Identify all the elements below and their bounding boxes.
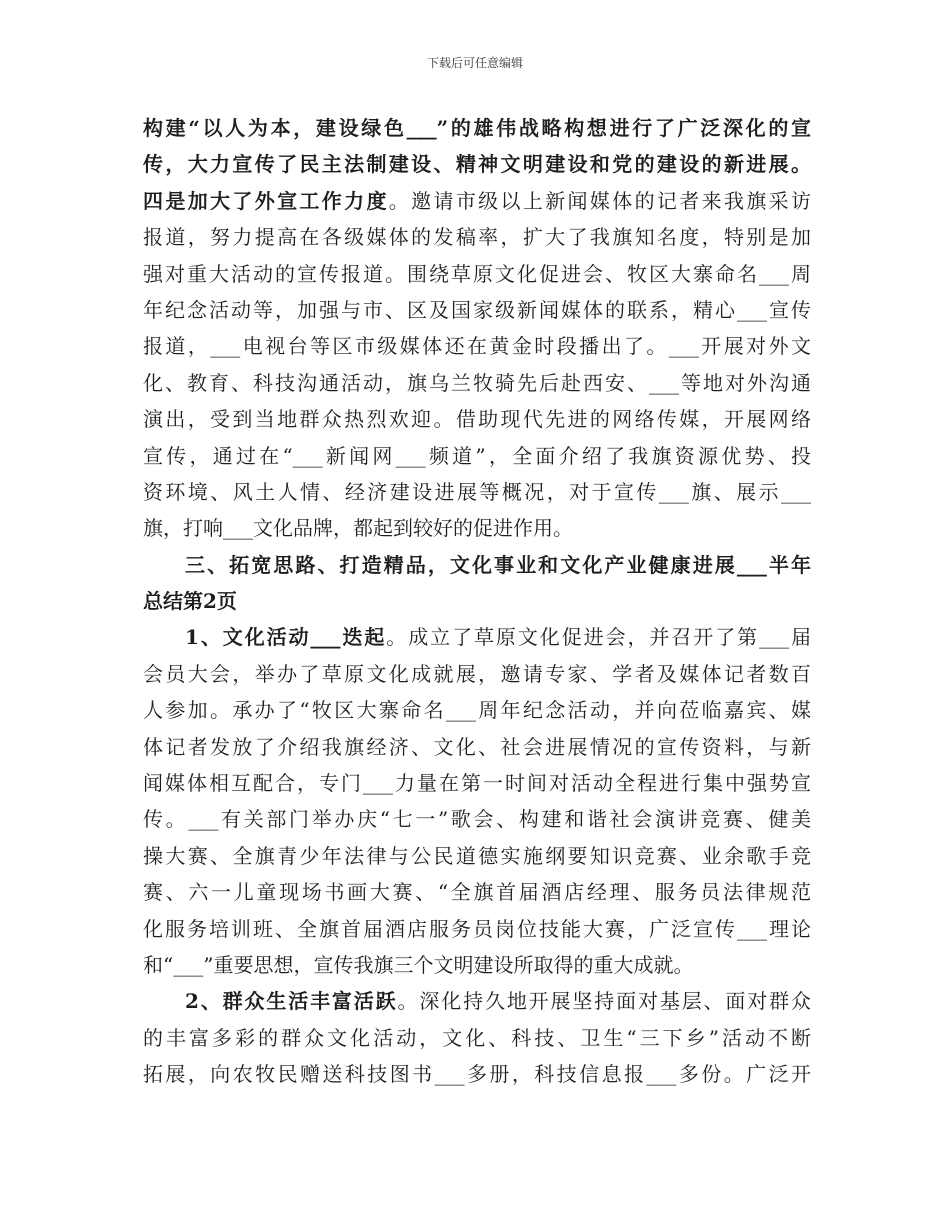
text-line (143, 983, 811, 1019)
text-run: 。成立了草原文化促进会，并召开了第___届 (386, 625, 811, 650)
text-run: 。邀请市级以上新闻媒体的记者来我旗采访 (388, 188, 811, 213)
paragraph-lead: 2、群众生活丰富活跃 (185, 989, 398, 1014)
text-line: 传，大力宣传了民主法制建设、精神文明建设和党的建设的新进展。 (143, 152, 811, 177)
paragraph-lead: 四是加大了外宣工作力度 (143, 188, 389, 213)
text-line: 化、教育、科技沟通活动，旗乌兰牧骑先后赴西安、___等地对外沟通 (143, 370, 811, 395)
section-heading (143, 547, 811, 620)
text-line: 演出，受到当地群众热烈欢迎。借助现代先进的网络传媒，开展网络 (143, 407, 811, 432)
text-run: 。深化持久地开展坚持面对基层、面对群众 (397, 989, 811, 1014)
text-line: 操大赛、全旗青少年法律与公民道德实施纲要知识竞赛、业余歌手竞 (143, 843, 811, 868)
text-line: 赛、六一儿童现场书画大赛、“全旗首届酒店经理、服务员法律规范 (143, 880, 811, 905)
text-line: 会员大会，举办了草原文化成就展，邀请专家、学者及媒体记者数百 (143, 661, 811, 686)
text-line: 人参加。承办了“牧区大寨命名___周年纪念活动，并向莅临嘉宾、媒 (143, 698, 811, 723)
text-line: 旗，打响___文化品牌，都起到较好的促进作用。 (143, 516, 573, 541)
heading-line: 总结第2页 (143, 589, 237, 614)
paragraph-mass-culture (143, 983, 811, 1092)
heading-line: 三、拓宽思路、打造精品，文化事业和文化产业健康进展___半年 (185, 552, 811, 577)
paragraph-external-publicity (143, 183, 811, 547)
text-line: 和“___”重要思想，宣传我旗三个文明建设所取得的重大成就。 (143, 952, 694, 977)
paragraph-cultural-activities (143, 619, 811, 983)
text-line: 构建“以人为本，建设绿色___”的雄伟战略构想进行了广泛深化的宣 (143, 116, 811, 140)
text-line: 化服务培训班、全旗首届酒店服务员岗位技能大赛，广泛宣传___理论 (143, 916, 811, 941)
paragraph-lead: 1、文化活动___迭起 (185, 625, 387, 650)
text-line: 拓展，向农牧民赠送科技图书___多册，科技信息报___多份。广泛开 (143, 1062, 811, 1087)
text-line (143, 619, 811, 655)
text-line: 传。___有关部门举办庆“七一”歌会、构建和谐社会演讲竞赛、健美 (143, 807, 811, 832)
page-header: 下载后可任意编辑 (426, 56, 523, 70)
text-line: 报道，___电视台等区市级媒体还在黄金时段播出了。___开展对外文 (143, 334, 811, 359)
text-line: 体记者发放了介绍我旗经济、文化、社会进展情况的宣传资料，与新 (143, 734, 811, 759)
text-line: 闻媒体相互配合，专门___力量在第一时间对活动全程进行集中强势宣 (143, 771, 811, 796)
text-line (143, 183, 811, 219)
document-body (143, 110, 811, 1093)
text-line: 资环境、风土人情、经济建设进展等概况，对于宣传___旗、展示___ (143, 479, 811, 504)
paragraph-continuation (143, 110, 811, 183)
text-line: 强对重大活动的宣传报道。围绕草原文化促进会、牧区大寨命名___周 (143, 261, 811, 286)
text-line: 的丰富多彩的群众文化活动，文化、科技、卫生“三下乡”活动不断 (143, 1025, 811, 1050)
text-line: 报道，努力提高在各级媒体的发稿率，扩大了我旗知名度，特别是加 (143, 225, 811, 250)
text-line: 年纪念活动等，加强与市、区及国家级新闻媒体的联系，精心___宣传 (143, 297, 811, 322)
text-line: 宣传，通过在“___新闻网___频道”，全面介绍了我旗资源优势、投 (143, 443, 811, 468)
